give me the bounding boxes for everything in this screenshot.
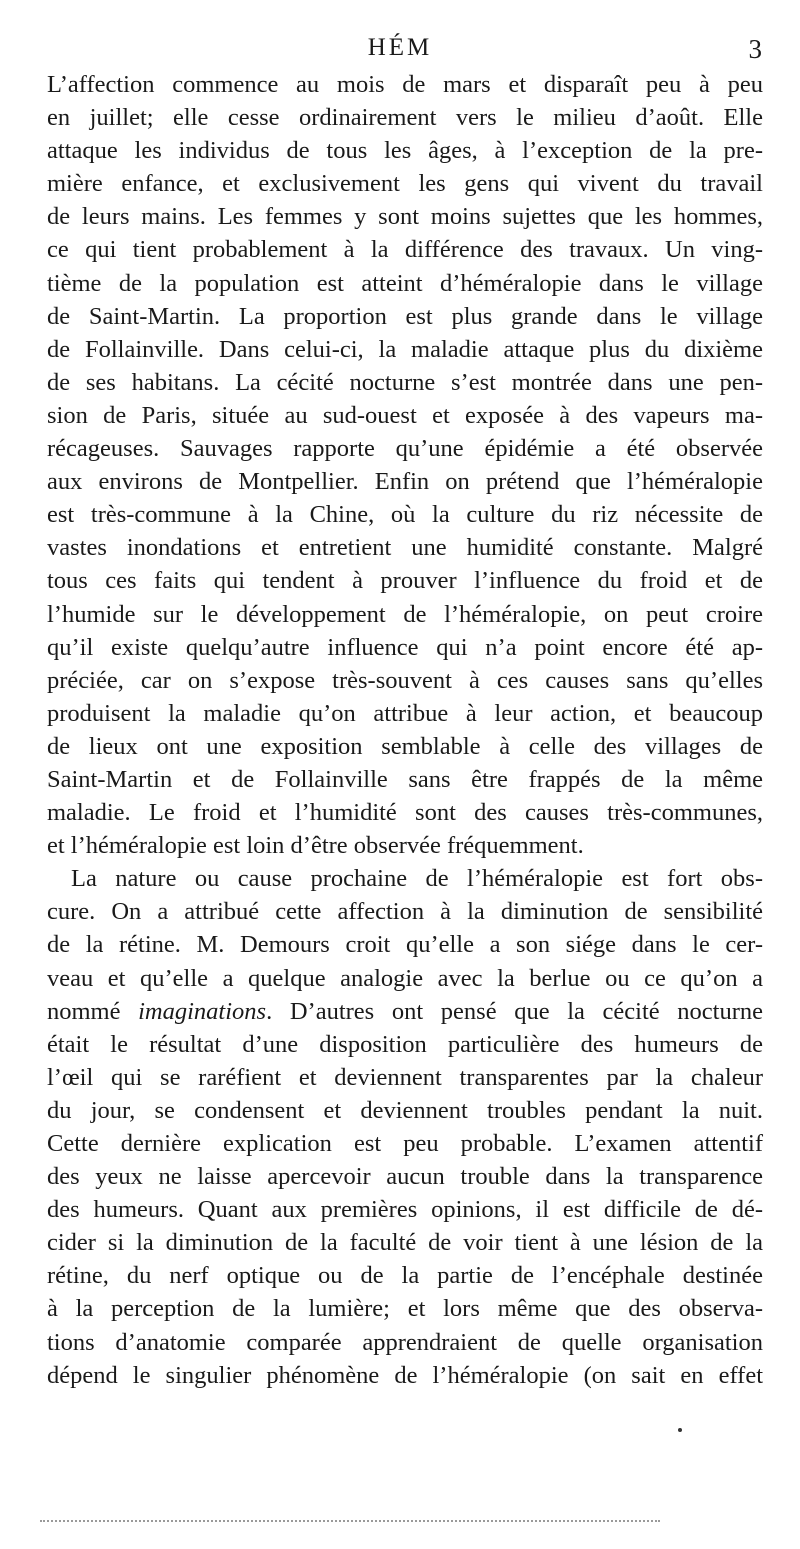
text-line: attaque les individus de tous les âges, à l’exception de la pre- [47, 137, 763, 165]
text-line: cure. On a attribué cette affection à la diminution de sensibilité [47, 898, 763, 926]
text-line: des yeux ne laisse apercevoir aucun trouble dans la transparence [47, 1163, 763, 1191]
text-line: sion de Paris, située au sud-ouest et exposée à des vapeurs ma- [47, 401, 763, 429]
text-line: de Saint-Martin. La proportion est plus grande dans le village [47, 302, 763, 330]
ink-speck [678, 1428, 682, 1432]
text-line: vastes inondations et entretient une humidité constante. Malgré [47, 534, 763, 562]
text-line: de la rétine. M. Demours croit qu’elle a son siége dans le cer- [47, 931, 763, 959]
text-line: de ses habitans. La cécité nocturne s’est montrée dans une pen- [47, 368, 763, 396]
text-line: rétine, du nerf optique ou de la partie de l’encéphale destinée [47, 1262, 763, 1290]
text-line: maladie. Le froid et l’humidité sont des causes très-communes, [47, 799, 763, 827]
text-line: qu’il existe quelqu’autre influence qui n’a point encore été ap- [47, 633, 763, 661]
paragraph-end-line: et l’héméralopie est loin d’être observée fréquemment. [47, 832, 584, 860]
text-line: tions d’anatomie comparée apprendraient de quelle organisation [47, 1328, 763, 1356]
text-line: cider si la diminution de la faculté de voir tient à une lésion de la [47, 1229, 763, 1257]
text-line: Saint-Martin et de Follainville sans être frappés de la même [47, 765, 763, 793]
text-line: L’affection commence au mois de mars et disparaît peu à peu [47, 71, 763, 98]
text-line: dépend le singulier phénomène de l’héméralopie (on sait en effet [47, 1361, 763, 1389]
text-line: en juillet; elle cesse ordinairement vers le milieu d’août. Elle [47, 104, 763, 132]
text-line: tième de la population est atteint d’héméralopie dans le village [47, 269, 763, 297]
body-text [47, 68, 763, 1392]
text-line: l’œil qui se raréfient et deviennent transparentes par la chaleur [47, 1063, 763, 1091]
text-line: était le résultat d’une disposition particulière des humeurs de [47, 1030, 763, 1058]
text-line: tous ces faits qui tendent à prouver l’influence du froid et de [47, 567, 763, 595]
italic-term: imaginations [138, 997, 267, 1025]
text-line: ce qui tient probablement à la différence des travaux. Un ving- [47, 236, 763, 264]
text-line: l’humide sur le développement de l’héméralopie, on peut croire [47, 600, 763, 628]
text-line-with-emphasis [47, 995, 763, 1028]
text-line: aux environs de Montpellier. Enfin on prétend que l’héméralopie [47, 468, 763, 496]
line-text-after: . D’autres ont pensé que la cécité nocturne [266, 997, 763, 1025]
text-line: produisent la maladie qu’on attribue à leur action, et beaucoup [47, 699, 763, 727]
text-line: du jour, se condensent et deviennent troubles pendant la nuit. [47, 1096, 763, 1124]
text-line: de leurs mains. Les femmes y sont moins sujettes que les hommes, [47, 203, 763, 231]
text-line: Cette dernière explication est peu probable. L’examen attentif [47, 1130, 763, 1157]
text-line: récageuses. Sauvages rapporte qu’une épidémie a été observée [47, 435, 763, 463]
line-text-before: nommé [47, 997, 139, 1025]
bottom-edge-marks [40, 1520, 660, 1522]
text-line: est très-commune à la Chine, où la culture du riz nécessite de [47, 501, 763, 529]
text-line: des humeurs. Quant aux premières opinions, il est difficile de dé- [47, 1196, 763, 1224]
text-line: de lieux ont une exposition semblable à celle des villages de [47, 732, 763, 760]
text-line: mière enfance, et exclusivement les gens qui vivent du travail [47, 170, 763, 198]
page-number: 3 [748, 34, 762, 64]
running-title: HÉM [367, 34, 433, 61]
text-line: de Follainville. Dans celui-ci, la maladie attaque plus du dixième [47, 335, 763, 363]
paragraph-start-line: La nature ou cause prochaine de l’héméralopie est fort obs- [71, 865, 763, 893]
text-line: préciée, car on s’expose très-souvent à ces causes sans qu’elles [47, 666, 763, 694]
text-line: à la perception de la lumière; et lors même que des observa- [47, 1295, 763, 1323]
text-line: veau et qu’elle a quelque analogie avec la berlue ou ce qu’on a [47, 964, 763, 992]
